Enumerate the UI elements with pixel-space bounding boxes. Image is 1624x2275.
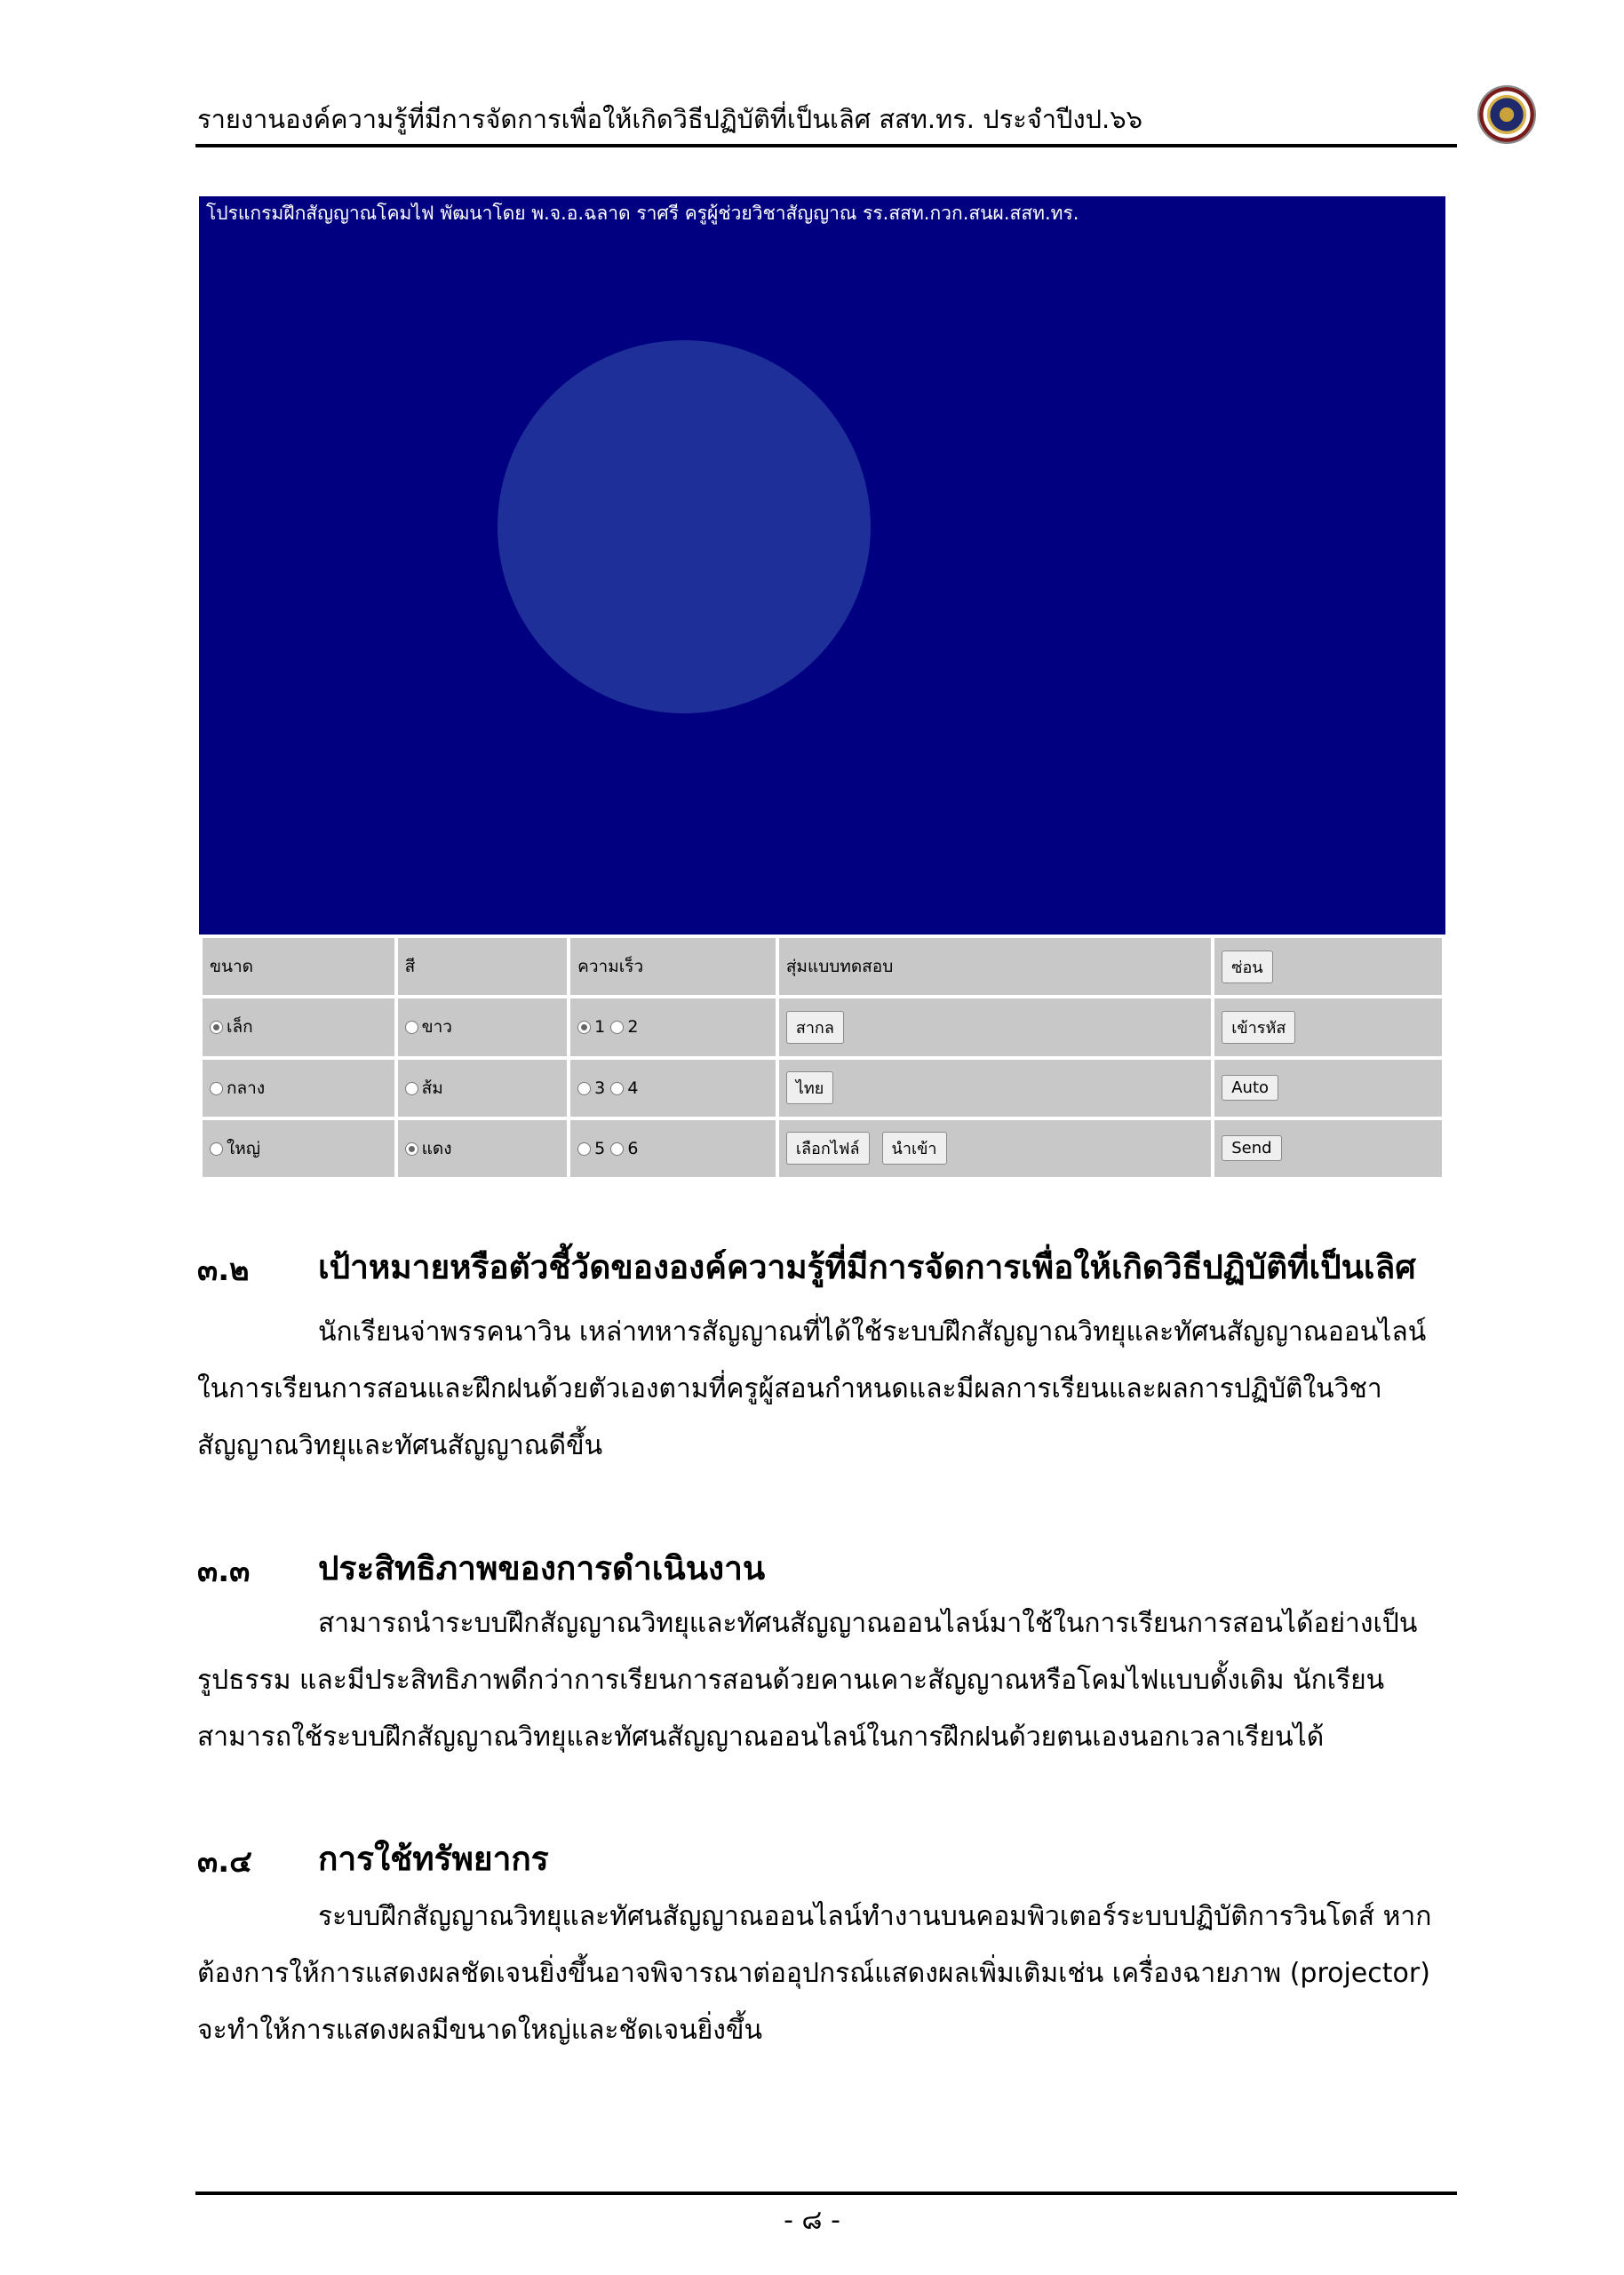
control-row xyxy=(203,1060,1442,1117)
speed-options-5-6 xyxy=(570,1120,776,1177)
speed-header: ความเร็ว xyxy=(570,938,776,995)
choose-file-button[interactable]: เลือกไฟล์ xyxy=(786,1132,870,1165)
paragraph-line: รูปธรรม และมีประสิทธิภาพดีกว่าการเรียนการสอนด้วยคานเคาะสัญญาณหรือโคมไฟแบบดั้งเดิม นักเรียน xyxy=(197,1665,1385,1696)
encode-cell xyxy=(1214,998,1442,1055)
paragraph-line: สามารถใช้ระบบฝึกสัญญาณวิทยุและทัศนสัญญาณออนไลน์ในการฝึกฝนด้วยตนเองนอกเวลาเรียนได้ xyxy=(197,1722,1325,1753)
signal-lamp-circle xyxy=(498,340,871,713)
radio-speed-4[interactable] xyxy=(610,1082,624,1095)
color-white-label: ขาว xyxy=(421,1017,452,1038)
hide-button[interactable]: ซ่อน xyxy=(1222,951,1272,983)
hide-cell xyxy=(1214,938,1442,995)
file-cell xyxy=(779,1120,1211,1177)
speed-options-1-2 xyxy=(570,998,776,1055)
section-paragraph xyxy=(197,1595,1459,1766)
paragraph-line: สามารถนำระบบฝึกสัญญาณวิทยุและทัศนสัญญาณออนไลน์มาใช้ในการเรียนการสอนได้อย่างเป็น xyxy=(318,1608,1418,1639)
send-button[interactable]: Send xyxy=(1222,1135,1281,1161)
control-header-row xyxy=(203,938,1442,995)
radio-speed-3[interactable] xyxy=(577,1082,591,1095)
program-title: โปรแกรมฝึกสัญญาณโคมไฟ พัฒนาโดย พ.จ.อ.ฉลาด ราศรี ครูผู้ช่วยวิชาสัญญาณ รร.สสท.กวก.สนผ.สสท.ทร. xyxy=(206,203,1079,224)
paragraph-line: ในการเรียนการสอนและฝึกฝนด้วยตัวเองตามที่ครูผู้สอนกำหนดและมีผลการเรียนและผลการปฏิบัติในวิชา xyxy=(197,1373,1382,1404)
navy-seal-logo xyxy=(1477,85,1536,144)
color-orange-label: ส้ม xyxy=(421,1078,443,1098)
paragraph-line: ระบบฝึกสัญญาณวิทยุและทัศนสัญญาณออนไลน์ทำงานบนคอมพิวเตอร์ระบบปฏิบัติการวินโดส์ หาก xyxy=(318,1901,1432,1932)
radio-size-medium[interactable] xyxy=(210,1082,223,1095)
radio-speed-2[interactable] xyxy=(610,1021,624,1034)
section-heading: การใช้ทรัพยากร xyxy=(318,1840,549,1878)
speed-1-label: 1 xyxy=(594,1017,606,1038)
size-small-label: เล็ก xyxy=(227,1017,253,1038)
speed-3-label: 3 xyxy=(594,1078,606,1098)
size-option-medium[interactable] xyxy=(203,1060,394,1117)
lamp-display xyxy=(199,196,1445,935)
size-large-label: ใหญ่ xyxy=(227,1138,260,1158)
color-option-orange[interactable] xyxy=(398,1060,568,1117)
auto-button[interactable]: Auto xyxy=(1222,1075,1278,1101)
section-number: ๓.๔ xyxy=(197,1844,252,1880)
color-red-label: แดง xyxy=(421,1138,452,1158)
control-panel xyxy=(199,935,1445,1181)
page-number: - ๘ - xyxy=(784,2205,840,2236)
encode-button[interactable]: เข้ารหัส xyxy=(1222,1011,1295,1044)
section-number: ๓.๒ xyxy=(197,1253,250,1288)
color-header: สี xyxy=(398,938,568,995)
speed-2-label: 2 xyxy=(627,1017,639,1038)
footer-rule xyxy=(195,2191,1457,2195)
paragraph-line: สัญญาณวิทยุและทัศนสัญญาณดีขึ้น xyxy=(197,1430,603,1461)
signal-lamp-program-screenshot xyxy=(199,196,1445,1181)
radio-size-small[interactable] xyxy=(210,1021,223,1034)
color-option-red[interactable] xyxy=(398,1120,568,1177)
paragraph-line: นักเรียนจ่าพรรคนาวิน เหล่าทหารสัญญาณที่ได้ใช้ระบบฝึกสัญญาณวิทยุและทัศนสัญญาณออนไลน์ xyxy=(318,1316,1427,1348)
header-rule xyxy=(195,144,1457,147)
control-row xyxy=(203,998,1442,1055)
radio-speed-6[interactable] xyxy=(610,1142,624,1156)
section-paragraph xyxy=(197,1304,1459,1475)
speed-4-label: 4 xyxy=(627,1078,639,1098)
size-header: ขนาด xyxy=(203,938,394,995)
paragraph-line: ต้องการให้การแสดงผลชัดเจนยิ่งขึ้นอาจพิจารณาต่ออุปกรณ์แสดงผลเพิ่มเติมเช่น เครื่องฉายภาพ (projector) xyxy=(197,1958,1430,1989)
section-paragraph xyxy=(197,1889,1459,2059)
control-row xyxy=(203,1120,1442,1177)
random-test-header: สุ่มแบบทดสอบ xyxy=(779,938,1211,995)
section-number: ๓.๓ xyxy=(197,1554,251,1589)
section-heading: ประสิทธิภาพของการดำเนินงาน xyxy=(318,1549,766,1587)
section-heading: เป้าหมายหรือตัวชี้วัดขององค์ความรู้ที่มีการจัดการเพื่อให้เกิดวิธีปฏิบัติที่เป็นเลิศ xyxy=(318,1248,1416,1286)
speed-6-label: 6 xyxy=(627,1138,639,1158)
radio-color-red[interactable] xyxy=(405,1142,418,1156)
international-cell xyxy=(779,998,1211,1055)
color-option-white[interactable] xyxy=(398,998,568,1055)
import-button[interactable]: นำเข้า xyxy=(882,1132,947,1165)
running-header: รายงานองค์ความรู้ที่มีการจัดการเพื่อให้เกิดวิธีปฏิบัติที่เป็นเลิศ สสท.ทร. ประจำปีงป.๖๖ xyxy=(197,104,1143,134)
size-option-small[interactable] xyxy=(203,998,394,1055)
thai-button[interactable]: ไทย xyxy=(786,1071,833,1104)
radio-size-large[interactable] xyxy=(210,1142,223,1156)
radio-color-white[interactable] xyxy=(405,1021,418,1034)
auto-cell xyxy=(1214,1060,1442,1117)
speed-options-3-4 xyxy=(570,1060,776,1117)
radio-speed-5[interactable] xyxy=(577,1142,591,1156)
international-button[interactable]: สากล xyxy=(786,1011,844,1044)
paragraph-line: จะทำให้การแสดงผลมีขนาดใหญ่และชัดเจนยิ่งขึ้น xyxy=(197,2015,762,2046)
radio-color-orange[interactable] xyxy=(405,1082,418,1095)
size-option-large[interactable] xyxy=(203,1120,394,1177)
radio-speed-1[interactable] xyxy=(577,1021,591,1034)
thai-cell xyxy=(779,1060,1211,1117)
send-cell xyxy=(1214,1120,1442,1177)
speed-5-label: 5 xyxy=(594,1138,606,1158)
size-medium-label: กลาง xyxy=(227,1078,266,1098)
